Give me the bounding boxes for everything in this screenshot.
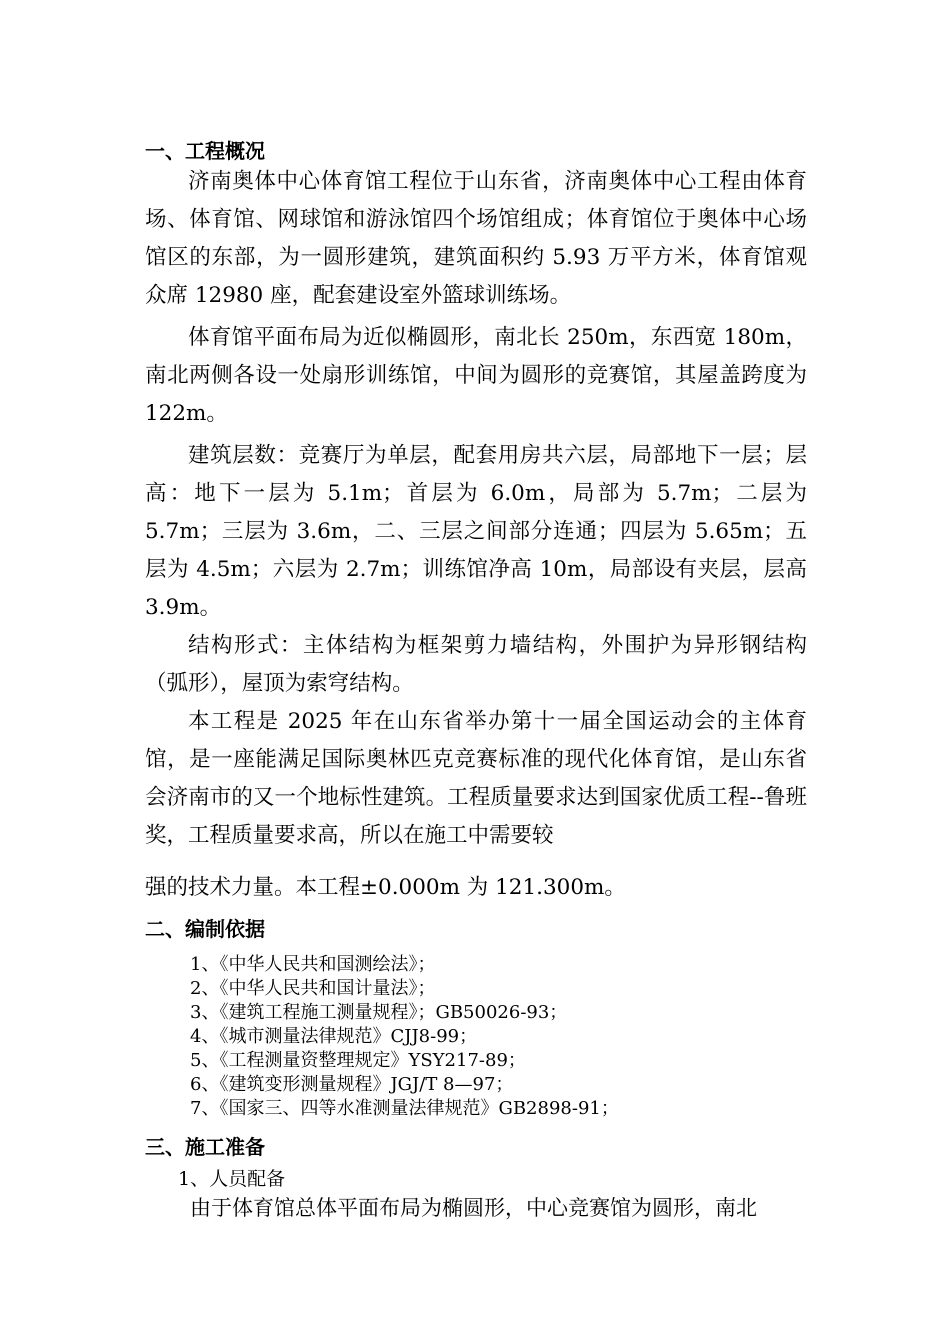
list-item: 4、《城市测量法律规范》CJJ8-99； <box>190 1026 478 1047</box>
section-heading-preparation: 三、施工准备 <box>145 1135 265 1159</box>
section-heading-overview: 一、工程概况 <box>145 139 265 163</box>
preparation-subheading: 1、人员配备 <box>178 1168 286 1190</box>
list-item: 6、《建筑变形测量规程》JGJ/T 8—97； <box>190 1074 514 1095</box>
overview-paragraph-6: 强的技术力量。本工程±0.000m 为 121.300m。 <box>145 875 626 900</box>
list-item: 2、《中华人民共和国计量法》； <box>190 978 436 999</box>
list-item: 1、《中华人民共和国测绘法》； <box>190 954 436 975</box>
overview-body <box>145 163 807 907</box>
overview-paragraph-3: 建筑层数：竞赛厅为单层，配套用房共六层，局部地下一层；层高：地下一层为 5.1m；首层为 6.0m，局部为 5.7m；二层为 5.7m；三层为 3.6m，二、三层之间部分连通；四层为 5.65m；五层为 4.5m；六层为 2.7m；训练馆净高 10m，局部设有夹层，层高 3.9m。 <box>145 443 807 620</box>
section-heading-basis: 二、编制依据 <box>145 917 265 941</box>
list-item: 7、《国家三、四等水准测量法律规范》GB2898-91； <box>190 1098 619 1119</box>
basis-list <box>190 953 619 1121</box>
overview-paragraph-2: 体育馆平面布局为近似椭圆形，南北长 250m，东西宽 180m，南北两侧各设一处扇形训练馆，中间为圆形的竞赛馆，其屋盖跨度为 122m。 <box>145 325 807 426</box>
list-item: 5、《工程测量资整理规定》YSY217-89； <box>190 1050 526 1071</box>
overview-paragraph-4: 结构形式：主体结构为框架剪力墙结构，外围护为异形钢结构（弧形），屋顶为索穹结构。 <box>145 633 807 696</box>
list-item: 3、《建筑工程施工测量规程》；GB50026-93； <box>190 1002 568 1023</box>
preparation-text: 由于体育馆总体平面布局为椭圆形，中心竞赛馆为圆形，南北 <box>190 1196 757 1220</box>
overview-paragraph-5: 本工程是 2025 年在山东省举办第十一届全国运动会的主体育馆，是一座能满足国际奥林匹克竞赛标准的现代化体育馆，是山东省会济南市的又一个地标性建筑。工程质量要求达到国家优质工程--鲁班奖，工程质量要求高，所以在施工中需要较 <box>145 709 807 848</box>
overview-paragraph-1: 济南奥体中心体育馆工程位于山东省，济南奥体中心工程由体育场、体育馆、网球馆和游泳馆四个场馆组成；体育馆位于奥体中心场馆区的东部，为一圆形建筑，建筑面积约 5.93 万平方米，体育馆观众席 12980 座，配套建设室外篮球训练场。 <box>145 169 807 308</box>
